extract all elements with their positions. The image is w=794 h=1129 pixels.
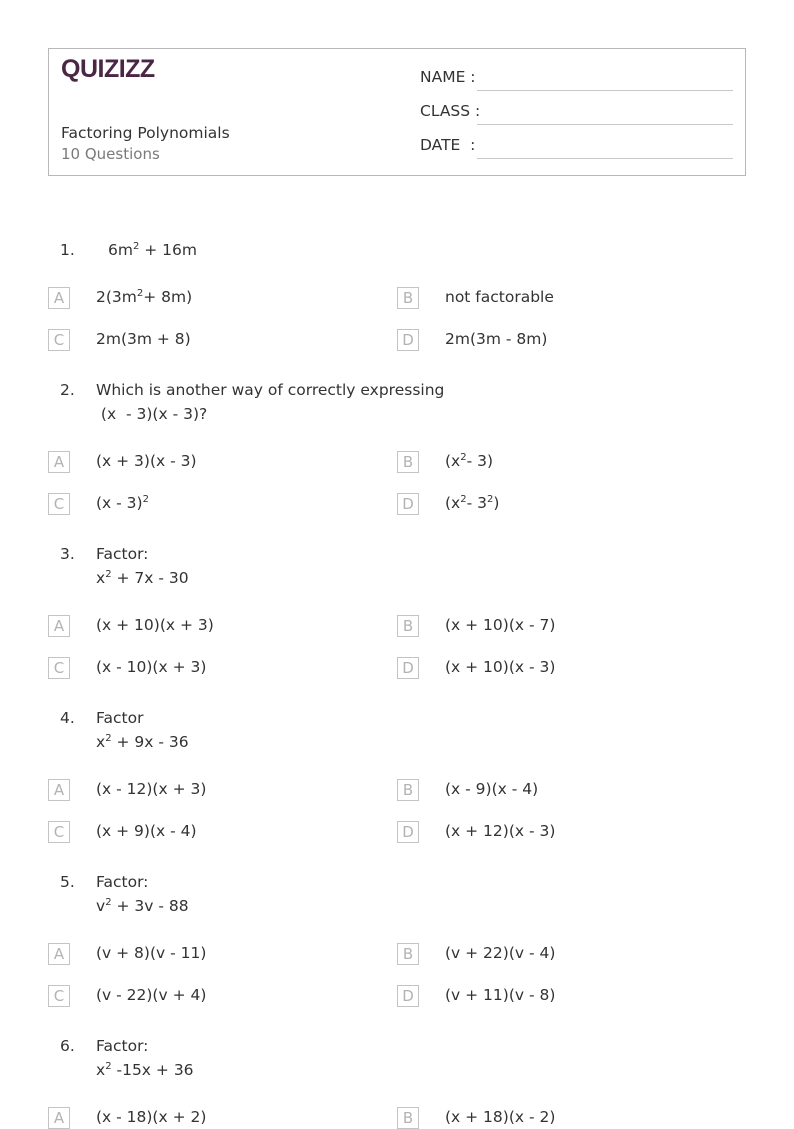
option-letter-box: D xyxy=(397,657,419,679)
option-letter-box: B xyxy=(397,451,419,473)
option-letter-box: B xyxy=(397,1107,419,1129)
question-number: 6. xyxy=(60,1037,75,1055)
worksheet-header xyxy=(48,48,746,176)
question-count: 10 Questions xyxy=(61,145,160,163)
option-letter-box: D xyxy=(397,493,419,515)
option-a-text: (x - 18)(x + 2) xyxy=(96,1108,207,1126)
option-letter-box: C xyxy=(48,985,70,1007)
option-d-text: (x + 12)(x - 3) xyxy=(445,822,556,840)
option-b-text: (x + 18)(x - 2) xyxy=(445,1108,556,1126)
question-text: $6m^2 + 16m$ xyxy=(108,240,198,259)
name-field xyxy=(420,70,733,92)
option-d-text: 2m(3m - 8m) xyxy=(445,330,548,348)
question-number: 4. xyxy=(60,709,75,727)
option-a-text: (v + 8)(v - 11) xyxy=(96,944,207,962)
question-text: Factor: $x^2$ -15x + 36 xyxy=(96,1037,194,1079)
question-text: Factor: $v^2 + 3v - 88$ xyxy=(96,873,189,915)
class-field xyxy=(420,104,733,126)
option-letter-box: B xyxy=(397,287,419,309)
option-c-text: (x - 10)(x + 3) xyxy=(96,658,207,676)
option-b-text: ($x^2-$ 3) xyxy=(445,451,494,470)
option-b-text: (x - 9)(x - 4) xyxy=(445,780,539,798)
option-d-text: (v + 11)(v - 8) xyxy=(445,986,556,1004)
option-a-text: (x - 12)(x + 3) xyxy=(96,780,207,798)
option-letter-box: D xyxy=(397,329,419,351)
name-blank-line xyxy=(477,90,733,91)
option-b-text: not factorable xyxy=(445,288,554,306)
question-text: Factor $x^2 + 9x - 36$ xyxy=(96,709,189,751)
option-d-text: ($x^2-$ $3^2$) xyxy=(445,493,500,512)
option-a-text: (x + 3)(x - 3) xyxy=(96,452,197,470)
option-letter-box: B xyxy=(397,943,419,965)
option-letter-box: C xyxy=(48,657,70,679)
question-text: Which is another way of correctly expressing (x - 3)(x - 3)? xyxy=(96,381,445,423)
option-letter-box: B xyxy=(397,615,419,637)
option-letter-box: C xyxy=(48,493,70,515)
date-blank-line xyxy=(477,158,733,159)
option-letter-box: C xyxy=(48,329,70,351)
option-letter-box: A xyxy=(48,451,70,473)
option-letter-box: D xyxy=(397,985,419,1007)
option-a-text: (x + 10)(x + 3) xyxy=(96,616,214,634)
question-number: 3. xyxy=(60,545,75,563)
question-number: 5. xyxy=(60,873,75,891)
date-field xyxy=(420,138,733,160)
name-label: NAME : xyxy=(420,68,476,86)
option-c-text: (x + 9)(x - 4) xyxy=(96,822,197,840)
option-letter-box: A xyxy=(48,287,70,309)
option-letter-box: A xyxy=(48,1107,70,1129)
option-letter-box: A xyxy=(48,943,70,965)
class-label: CLASS : xyxy=(420,102,481,120)
option-letter-box: C xyxy=(48,821,70,843)
class-blank-line xyxy=(477,124,733,125)
date-label: DATE : xyxy=(420,136,476,154)
option-b-text: (x + 10)(x - 7) xyxy=(445,616,556,634)
question-number: 1. xyxy=(60,241,75,259)
worksheet-title: Factoring Polynomials xyxy=(61,124,230,142)
option-b-text: (v + 22)(v - 4) xyxy=(445,944,556,962)
option-c-text: (v - 22)(v + 4) xyxy=(96,986,207,1004)
option-d-text: (x + 10)(x - 3) xyxy=(445,658,556,676)
option-c-text: (x - 3)$^2$ xyxy=(96,493,149,512)
option-c-text: 2m(3m + 8) xyxy=(96,330,191,348)
option-a-text: $2(3m^2+ 8m)$ xyxy=(96,287,193,306)
option-letter-box: B xyxy=(397,779,419,801)
option-letter-box: D xyxy=(397,821,419,843)
quizizz-logo: QUIZIZZ xyxy=(61,55,155,83)
question-number: 2. xyxy=(60,381,75,399)
option-letter-box: A xyxy=(48,615,70,637)
question-text: Factor: $x^2 + 7x - 30$ xyxy=(96,545,189,587)
option-letter-box: A xyxy=(48,779,70,801)
